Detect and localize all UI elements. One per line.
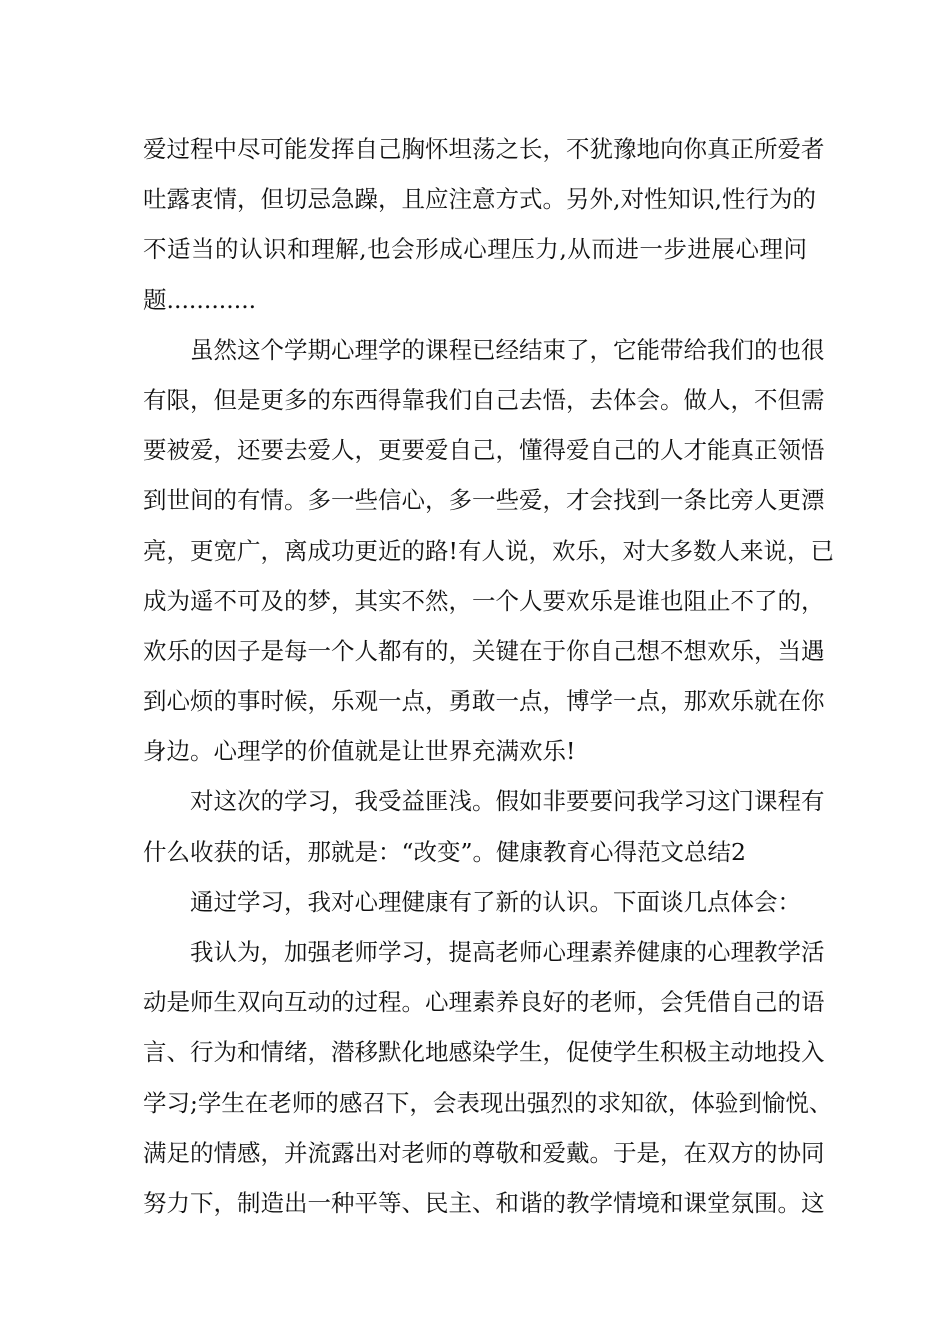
text-line: 不适当的认识和理解,也会形成心理压力,从而进一步进展心理问 xyxy=(143,235,807,264)
text-line: 到世间的有情。多一些信心，多一些爱，才会找到一条比旁人更漂 xyxy=(143,486,825,515)
text-line: 身边。心理学的价值就是让世界充满欢乐! xyxy=(143,737,576,766)
text-line: 要被爱，还要去爱人，更要爱自己，懂得爱自己的人才能真正领悟 xyxy=(143,436,825,465)
paragraph-first-line: 虽然这个学期心理学的课程已经结束了，它能带给我们的也很 xyxy=(190,335,825,364)
text-line: 到心烦的事时候，乐观一点，勇敢一点，博学一点，那欢乐就在你 xyxy=(143,687,825,716)
text-line: 有限，但是更多的东西得靠我们自己去悟，去体会。做人，不但需 xyxy=(143,385,825,414)
text-line: 成为遥不可及的梦，其实不然，一个人要欢乐是谁也阻止不了的， xyxy=(143,586,825,615)
text-line: 动是师生双向互动的过程。心理素养良好的老师，会凭借自己的语 xyxy=(143,988,825,1017)
text-line: 亮，更宽广，离成功更近的路!有人说，欢乐，对大多数人来说，已 xyxy=(143,536,834,565)
paragraph-first-line: 通过学习，我对心理健康有了新的认识。下面谈几点体会： xyxy=(190,887,801,916)
text-line: 什么收获的话，那就是：“改变”。健康教育心得范文总结2 xyxy=(143,837,746,866)
text-line: 爱过程中尽可能发挥自己胸怀坦荡之长，不犹豫地向你真正所爱者 xyxy=(143,135,825,163)
text-line: 努力下，制造出一种平等、民主、和谐的教学情境和课堂氛围。这 xyxy=(143,1188,825,1217)
text-line: 吐露衷情，但切忌急躁，且应注意方式。另外,对性知识,性行为的 xyxy=(143,185,816,214)
text-line: 欢乐的因子是每一个人都有的，关键在于你自己想不想欢乐，当遇 xyxy=(143,636,825,665)
paragraph-first-line: 对这次的学习，我受益匪浅。假如非要要问我学习这门课程有 xyxy=(190,787,825,816)
text-line: 言、行为和情绪，潜移默化地感染学生，促使学生积极主动地投入 xyxy=(143,1038,825,1067)
text-line: 满足的情感，并流露出对老师的尊敬和爱戴。于是，在双方的协同 xyxy=(143,1138,825,1167)
paragraph-first-line: 我认为，加强老师学习，提高老师心理素养健康的心理教学活 xyxy=(190,938,825,966)
document-body xyxy=(143,124,834,1228)
text-line: 题............ xyxy=(143,285,257,314)
text-line: 学习;学生在老师的感召下，会表现出强烈的求知欲，体验到愉悦、 xyxy=(143,1088,833,1117)
